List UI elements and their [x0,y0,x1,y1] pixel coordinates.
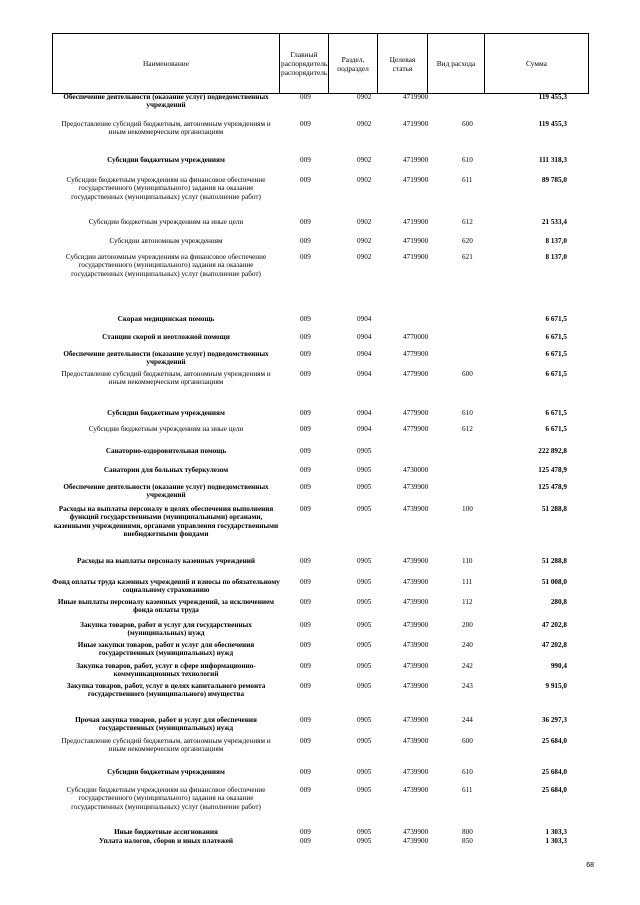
cell-razdel: 0905 [357,505,372,513]
cell-cel: 4770000 [403,333,429,341]
cell-sum: 6 671,5 [545,333,567,341]
cell-sum: 6 671,5 [545,315,567,323]
cell-vid: 850 [462,837,473,845]
cell-glav: 009 [300,156,311,164]
cell-vid: 620 [462,237,473,245]
cell-cel: 4779900 [403,425,429,433]
cell-sum: 25 684,0 [541,786,567,794]
cell-glav: 009 [300,578,311,586]
cell-glav: 009 [300,176,311,184]
cell-sum: 222 892,8 [538,447,567,455]
cell-sum: 36 297,3 [541,716,567,724]
row-name: Станции скорой и неотложной помощи [102,333,230,341]
cell-vid: 612 [462,218,473,226]
cell-cel: 4739900 [403,786,429,794]
cell-razdel: 0902 [357,253,372,261]
cell-cel: 4719900 [403,218,429,226]
cell-glav: 009 [300,466,311,474]
row-name: Иные выплаты персоналу казенных учреждений, за исключением фонда оплаты труда [57,598,275,615]
cell-cel: 4739900 [403,682,429,690]
cell-glav: 009 [300,837,311,845]
row-name: Субсидии автономным учреждениям [109,237,223,245]
cell-razdel: 0905 [357,466,372,474]
row-name: Субсидии бюджетным учреждениям [107,409,225,417]
cell-glav: 009 [300,333,311,341]
cell-vid: 240 [462,641,473,649]
cell-cel: 4779900 [403,409,429,417]
row-name: Обеспечение деятельности (оказание услуг) подведомственных учреждений [63,350,269,367]
cell-glav: 009 [300,662,311,670]
cell-vid: 112 [462,598,473,606]
cell-sum: 6 671,5 [545,425,567,433]
cell-glav: 009 [300,315,311,323]
cell-vid: 800 [462,828,473,836]
row-name: Субсидии бюджетным учреждениям на иные цели [88,425,244,433]
row-name: Субсидии бюджетным учреждениям [107,768,225,776]
cell-vid: 242 [462,662,473,670]
cell-cel: 4739900 [403,621,429,629]
cell-razdel: 0904 [357,425,372,433]
cell-sum: 8 137,0 [545,237,567,245]
cell-razdel: 0905 [357,621,372,629]
cell-sum: 1 303,3 [545,837,567,845]
cell-cel: 4739900 [403,641,429,649]
header-sum: Сумма [485,34,589,94]
cell-glav: 009 [300,237,311,245]
cell-glav: 009 [300,253,311,261]
cell-sum: 119 455,3 [538,93,567,101]
row-name: Скорая медицинская помощь [117,315,215,323]
cell-glav: 009 [300,557,311,565]
cell-vid: 610 [462,409,473,417]
cell-glav: 009 [300,716,311,724]
cell-razdel: 0905 [357,828,372,836]
cell-glav: 009 [300,120,311,128]
cell-razdel: 0904 [357,350,372,358]
header-razdel: Раздел, подраздел [329,34,378,94]
cell-cel: 4719900 [403,93,429,101]
cell-cel: 4739900 [403,837,429,845]
cell-sum: 25 684,0 [541,768,567,776]
cell-glav: 009 [300,737,311,745]
row-name: Иные бюджетные ассигнования [114,828,218,836]
row-name: Обеспечение деятельности (оказание услуг) подведомственных учреждений [63,483,269,500]
cell-cel: 4719900 [403,120,429,128]
row-name: Иные закупки товаров, работ и услуг для обеспечения государственных (муниципальных) нужд [77,641,255,658]
cell-sum: 1 303,3 [545,828,567,836]
cell-vid: 244 [462,716,473,724]
cell-razdel: 0904 [357,315,372,323]
cell-razdel: 0905 [357,662,372,670]
cell-sum: 9 915,0 [545,682,567,690]
cell-razdel: 0905 [357,837,372,845]
cell-glav: 009 [300,682,311,690]
row-name: Закупка товаров, работ, услуг в целях капитального ремонта государственного (муниципального) имущества [66,682,266,699]
cell-sum: 51 008,0 [541,578,567,586]
cell-sum: 111 318,3 [539,156,567,164]
cell-razdel: 0902 [357,237,372,245]
cell-cel: 4779900 [403,350,429,358]
cell-cel: 4730000 [403,466,429,474]
cell-razdel: 0904 [357,409,372,417]
row-name: Субсидии бюджетным учреждениям на иные цели [88,218,244,226]
cell-glav: 009 [300,425,311,433]
cell-razdel: 0905 [357,578,372,586]
cell-vid: 111 [462,578,473,586]
cell-glav: 009 [300,621,311,629]
cell-razdel: 0905 [357,768,372,776]
cell-razdel: 0905 [357,598,372,606]
cell-sum: 25 684,0 [541,737,567,745]
cell-vid: 621 [462,253,473,261]
header-glav: Главный распорядитель, распорядитель [280,34,329,94]
cell-glav: 009 [300,93,311,101]
cell-vid: 611 [462,176,473,184]
cell-vid: 600 [462,370,473,378]
cell-vid: 200 [462,621,473,629]
cell-sum: 47 202,8 [541,641,567,649]
cell-glav: 009 [300,218,311,226]
row-name: Субсидии бюджетным учреждениям на финансовое обеспечение государственного (муниципального) задания на оказание государственных (муниципальных) услуг (выполнение работ) [66,786,266,811]
row-name: Санаторно-оздоровительная помощь [105,447,227,455]
cell-glav: 009 [300,447,311,455]
cell-razdel: 0902 [357,218,372,226]
cell-sum: 21 533,4 [541,218,567,226]
cell-glav: 009 [300,786,311,794]
header-cel: Целевая статья [378,34,428,94]
cell-sum: 125 478,9 [538,466,567,474]
cell-razdel: 0905 [357,483,372,491]
table-header [52,33,589,94]
cell-cel: 4739900 [403,557,429,565]
cell-vid: 611 [462,786,473,794]
cell-vid: 600 [462,120,473,128]
cell-sum: 47 202,8 [541,621,567,629]
cell-cel: 4719900 [403,176,429,184]
cell-sum: 119 455,3 [538,120,567,128]
cell-razdel: 0905 [357,557,372,565]
cell-cel: 4739900 [403,598,429,606]
cell-razdel: 0905 [357,641,372,649]
cell-sum: 280,8 [550,598,567,606]
cell-glav: 009 [300,598,311,606]
row-name: Санатории для больных туберкулезом [103,466,229,474]
cell-vid: 243 [462,682,473,690]
cell-cel: 4779900 [403,370,429,378]
cell-glav: 009 [300,409,311,417]
cell-cel: 4739900 [403,768,429,776]
cell-sum: 51 288,8 [541,505,567,513]
row-name: Закупка товаров, работ, услуг в сфере информационно-коммуникационных технологий [76,662,256,679]
cell-glav: 009 [300,505,311,513]
cell-glav: 009 [300,370,311,378]
cell-cel: 4739900 [403,505,429,513]
cell-sum: 6 671,5 [545,409,567,417]
header-vid: Вид расхода [428,34,485,94]
row-name: Субсидии бюджетным учреждениям [107,156,225,164]
header-name: Наименование [53,34,280,94]
row-name: Фонд оплаты труда казенных учреждений и взносы по обязательному социальному страхованию [52,578,280,595]
cell-razdel: 0905 [357,786,372,794]
row-name: Закупка товаров, работ и услуг для государственных (муниципальных) нужд [80,621,252,638]
cell-cel: 4739900 [403,578,429,586]
cell-vid: 610 [462,156,473,164]
row-name: Прочая закупка товаров, работ и услуг для обеспечения государственных (муниципальных) нужд [75,716,257,733]
cell-cel: 4739900 [403,828,429,836]
cell-vid: 610 [462,768,473,776]
row-name: Расходы на выплаты персоналу в целях обеспечения выполнения функций государственными (муниципальными) органами, казенными учреждениями, органами управления государственными внебюджетными фондами [53,505,279,539]
cell-cel: 4739900 [403,662,429,670]
cell-razdel: 0902 [357,156,372,164]
cell-cel: 4739900 [403,716,429,724]
cell-vid: 600 [462,737,473,745]
row-name: Предоставление субсидий бюджетным, автономным учреждениям и иным некоммерческим организациям [61,370,271,387]
cell-glav: 009 [300,350,311,358]
cell-cel: 4739900 [403,737,429,745]
cell-sum: 990,4 [550,662,567,670]
cell-cel: 4719900 [403,237,429,245]
cell-vid: 110 [462,557,473,565]
cell-razdel: 0905 [357,682,372,690]
cell-cel: 4719900 [403,253,429,261]
cell-razdel: 0902 [357,120,372,128]
cell-sum: 51 288,8 [541,557,567,565]
cell-razdel: 0905 [357,737,372,745]
row-name: Предоставление субсидий бюджетным, автономным учреждениям и иным некоммерческим организациям [61,120,271,137]
cell-glav: 009 [300,641,311,649]
cell-sum: 6 671,5 [545,370,567,378]
cell-razdel: 0902 [357,176,372,184]
cell-razdel: 0902 [357,93,372,101]
cell-glav: 009 [300,483,311,491]
cell-sum: 8 137,0 [545,253,567,261]
cell-sum: 6 671,5 [545,350,567,358]
row-name: Уплата налогов, сборов и иных платежей [98,837,234,845]
cell-razdel: 0905 [357,716,372,724]
cell-cel: 4719900 [403,156,429,164]
cell-glav: 009 [300,828,311,836]
cell-vid: 612 [462,425,473,433]
row-name: Обеспечение деятельности (оказание услуг) подведомственных учреждений [63,93,269,110]
row-name: Субсидии бюджетным учреждениям на финансовое обеспечение государственного (муниципального) задания на оказание государственных (муниципальных) услуг (выполнение работ) [66,176,266,201]
page-number: 68 [586,862,594,869]
cell-glav: 009 [300,768,311,776]
cell-razdel: 0905 [357,447,372,455]
row-name: Расходы на выплаты персоналу казенных учреждений [77,557,255,565]
cell-vid: 100 [462,505,473,513]
row-name: Субсидии автономным учреждениям на финансовое обеспечение государственного (муниципального) задания на оказание государственных (муниципальных) услуг (выполнение работ) [65,253,267,278]
cell-sum: 89 785,0 [541,176,567,184]
cell-sum: 125 478,9 [538,483,567,491]
cell-cel: 4739900 [403,483,429,491]
cell-razdel: 0904 [357,333,372,341]
row-name: Предоставление субсидий бюджетным, автономным учреждениям и иным некоммерческим организациям [61,737,271,754]
cell-razdel: 0904 [357,370,372,378]
